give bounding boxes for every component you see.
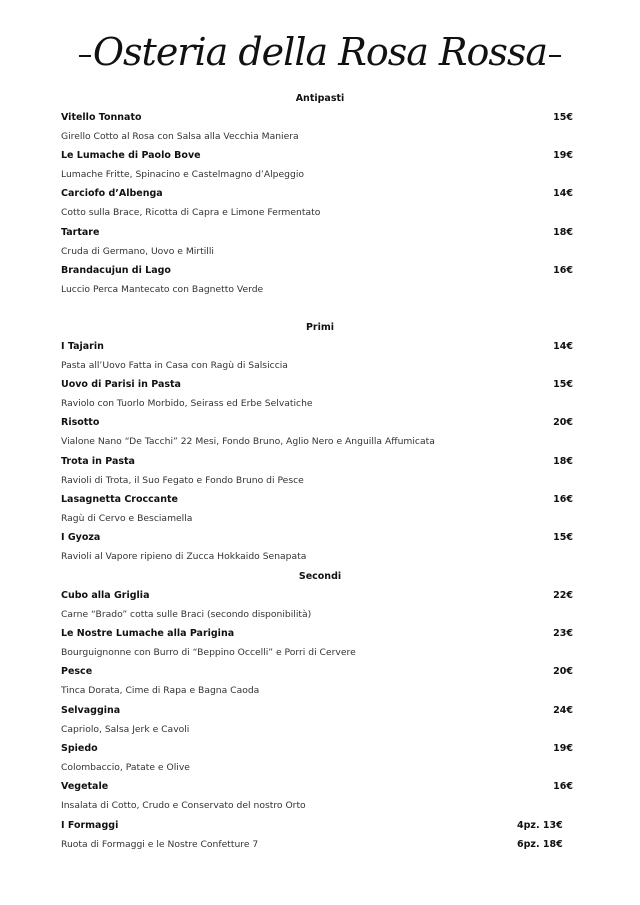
dish-name: Carciofo d’Albenga xyxy=(61,188,163,200)
title-dash-left xyxy=(79,55,91,57)
dish-description: Colombaccio, Patate e Olive xyxy=(61,761,190,773)
dish-price: 24€ xyxy=(553,704,573,716)
dish-price: 19€ xyxy=(553,150,573,162)
dish-name: Vitello Tonnato xyxy=(61,112,142,123)
dish-price: 18€ xyxy=(553,226,573,238)
dish-description: Ragù di Cervo e Besciamella xyxy=(61,512,193,524)
dish-description: Tinca Dorata, Cime di Rapa e Bagna Caoda xyxy=(61,685,260,697)
dish-description: Ravioli al Vapore ripieno di Zucca Hokkaido Senapata xyxy=(61,551,307,562)
restaurant-title-text: Osteria della Rosa Rossa xyxy=(92,30,548,74)
dish-description: Ravioli di Trota, il Suo Fegato e Fondo Bruno di Pesce xyxy=(61,474,304,486)
formaggi-name: I Formaggi xyxy=(61,820,119,831)
section-title: Secondi xyxy=(298,571,342,582)
dish-name: Vegetale xyxy=(61,781,109,792)
dish-name: Brandacujun di Lago xyxy=(61,264,171,276)
dish-name: Uovo di Parisi in Pasta xyxy=(61,379,181,391)
dish-description: Cruda di Germano, Uovo e Mirtilli xyxy=(61,245,214,257)
dish-name: Tartare xyxy=(61,226,100,238)
dish-description: Bourguignonne con Burro di “Beppino Occelli” e Porri di Cervere xyxy=(61,647,356,659)
dish-price: 16€ xyxy=(553,781,573,792)
dish-name: I Gyoza xyxy=(61,532,101,543)
dish-price: 19€ xyxy=(553,742,573,754)
dish-price: 23€ xyxy=(553,628,573,640)
dish-name: Lasagnetta Croccante xyxy=(61,493,178,505)
dish-name: Risotto xyxy=(61,417,100,429)
dish-price: 16€ xyxy=(553,493,573,505)
section-title: Primi xyxy=(305,322,335,333)
dish-description: Cotto sulla Brace, Ricotta di Capra e Limone Fermentato xyxy=(61,207,321,219)
dish-price: 14€ xyxy=(553,188,573,200)
dish-name: Cubo alla Griglia xyxy=(61,590,150,601)
dish-price: 15€ xyxy=(553,379,573,391)
dish-description: Carne “Brado” cotta sulle Braci (secondo disponibilità) xyxy=(61,609,312,620)
title-dash-right xyxy=(549,55,561,57)
formaggi-price-large: 6pz. 18€ xyxy=(517,839,563,850)
dish-name: Trota in Pasta xyxy=(61,455,135,467)
dish-description: Insalata di Cotto, Crudo e Conservato del nostro Orto xyxy=(61,800,306,811)
dish-description: Raviolo con Tuorlo Morbido, Seirass ed Erbe Selvatiche xyxy=(61,398,313,410)
dish-name: Le Lumache di Paolo Bove xyxy=(61,150,201,162)
formaggi-desc: Ruota di Formaggi e le Nostre Confetture 7 xyxy=(61,839,259,850)
dish-price: 22€ xyxy=(553,590,573,601)
dish-price: 16€ xyxy=(553,264,573,276)
dish-description: Girello Cotto al Rosa con Salsa alla Vecchia Maniera xyxy=(61,131,299,142)
dish-name: Spiedo xyxy=(61,742,98,754)
dish-description: Capriolo, Salsa Jerk e Cavoli xyxy=(61,723,190,735)
dish-price: 15€ xyxy=(553,532,573,543)
section-title: Antipasti xyxy=(295,93,345,104)
dish-name: Selvaggina xyxy=(61,704,121,716)
dish-price: 20€ xyxy=(553,417,573,429)
dish-price: 18€ xyxy=(553,455,573,467)
dish-name: I Tajarin xyxy=(61,341,104,352)
dish-price: 15€ xyxy=(553,112,573,123)
dish-name: Le Nostre Lumache alla Parigina xyxy=(61,628,235,640)
dish-price: 20€ xyxy=(553,666,573,678)
dish-description: Luccio Perca Mantecato con Bagnetto Verde xyxy=(61,283,264,295)
dish-name: Pesce xyxy=(61,666,93,678)
dish-description: Vialone Nano “De Tacchi” 22 Mesi, Fondo Bruno, Aglio Nero e Anguilla Affumicata xyxy=(61,436,435,448)
formaggi-price-small: 4pz. 13€ xyxy=(517,820,563,831)
dish-description: Lumache Fritte, Spinacino e Castelmagno d’Alpeggio xyxy=(61,169,304,181)
dish-price: 14€ xyxy=(553,341,573,352)
restaurant-title xyxy=(0,30,640,74)
dish-description: Pasta all’Uovo Fatta in Casa con Ragù di Salsiccia xyxy=(61,360,288,371)
